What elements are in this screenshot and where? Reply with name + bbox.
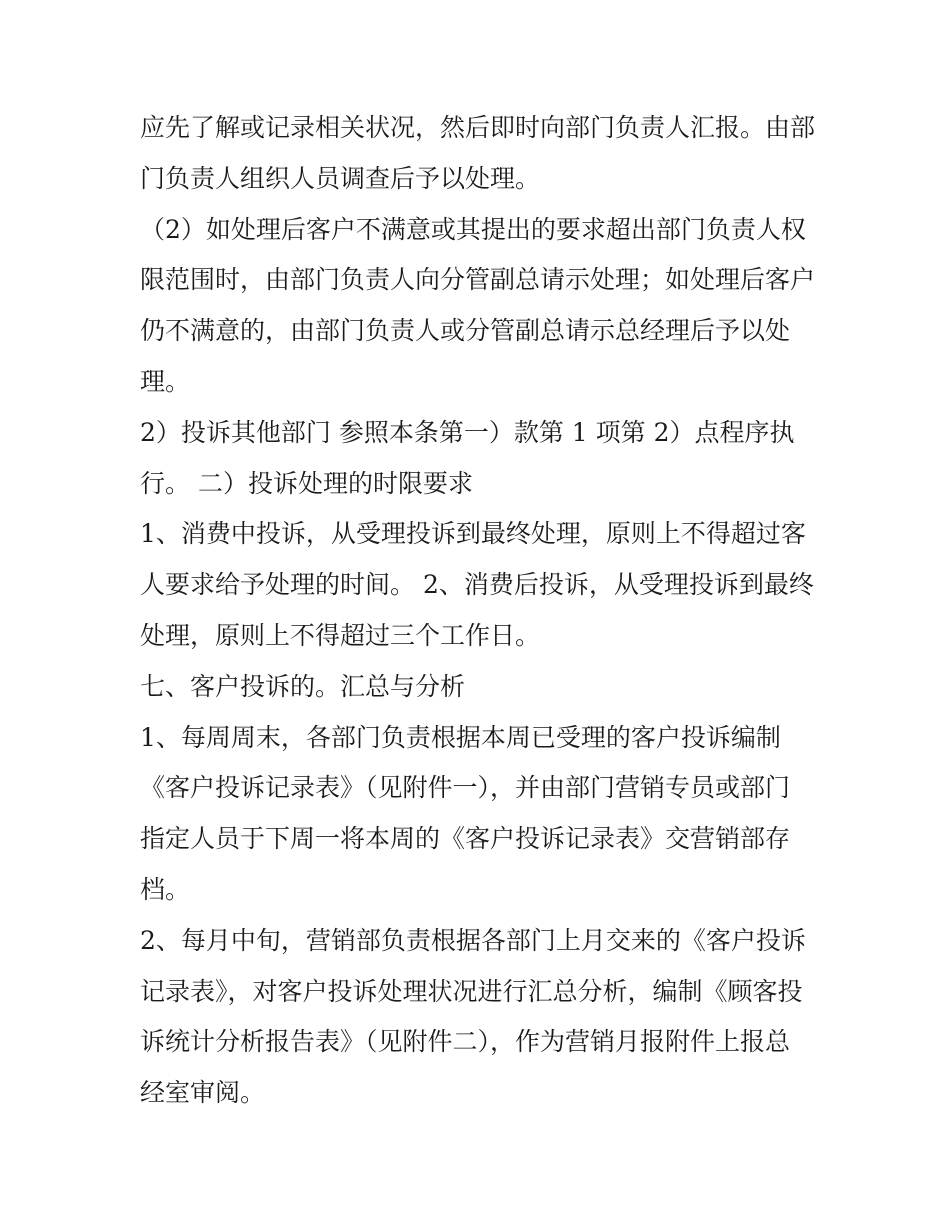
- text-line: （2）如处理后客户不满意或其提出的要求超出部门负责人权: [140, 214, 806, 244]
- text-line: 2、每月中旬，营销部负责根据各部门上月交来的《客户投诉: [140, 925, 806, 955]
- text-line: 仍不满意的，由部门负责人或分管副总请示总经理后予以处: [140, 316, 791, 346]
- text-line: 行。 二）投诉处理的时限要求: [140, 468, 473, 498]
- section-heading: 七、客户投诉的。汇总与分析: [140, 671, 466, 701]
- document-body: [140, 103, 830, 1119]
- text-line: 1、消费中投诉，从受理投诉到最终处理，原则上不得超过客: [140, 519, 806, 549]
- text-line: 人要求给予处理的时间。 2、消费后投诉，从受理投诉到最终: [140, 570, 814, 600]
- text-line: 诉统计分析报告表》（见附件二），作为营销月报附件上报总: [140, 1027, 791, 1057]
- text-line: 理。: [140, 366, 191, 396]
- text-line: 门负责人组织人员调查后予以处理。: [140, 163, 541, 193]
- text-line: 限范围时，由部门负责人向分管副总请示处理；如处理后客户: [140, 265, 816, 295]
- text-line: 处理，原则上不得超过三个工作日。: [140, 620, 541, 650]
- text-line: 《客户投诉记录表》（见附件一），并由部门营销专员或部门: [140, 773, 791, 803]
- text-line: 经室审阅。: [140, 1078, 266, 1108]
- text-line: 2）投诉其他部门 参照本条第一）款第 1 项第 2）点程序执: [140, 417, 795, 447]
- text-line: 记录表》，对客户投诉处理状况进行汇总分析，编制《顾客投: [140, 976, 803, 1006]
- text-line: 档。: [140, 874, 191, 904]
- text-line: 1、每周周末，各部门负责根据本周已受理的客户投诉编制: [140, 722, 781, 752]
- text-line: 应先了解或记录相关状况，然后即时向部门负责人汇报。由部: [140, 113, 816, 142]
- text-line: 指定人员于下周一将本周的《客户投诉记录表》交营销部存: [140, 824, 791, 854]
